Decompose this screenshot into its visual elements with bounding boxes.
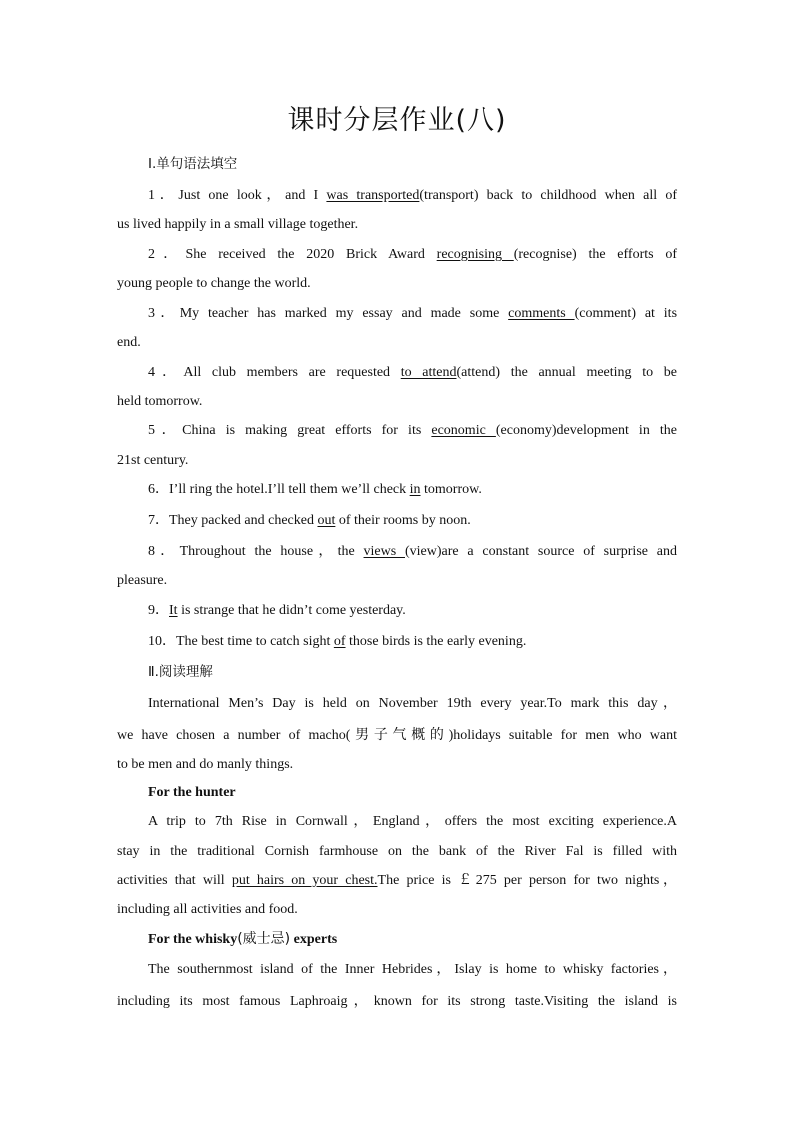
question-5-cont: 21st century. xyxy=(117,453,189,468)
text-run: 2． xyxy=(148,247,186,262)
text-run: 8． xyxy=(148,544,180,559)
answer-3: comments xyxy=(508,306,575,321)
answer-5: economic xyxy=(431,423,496,438)
answer-7: out xyxy=(317,513,336,528)
text-run: The price is ￡275 per person for two nights， xyxy=(377,873,678,888)
text-run: For the whisky xyxy=(148,932,238,947)
whisky-line-1: The southernmost island of the Inner Hebrides，Islay is home to whisky factories， xyxy=(148,962,677,977)
text-run: 3． xyxy=(148,306,180,321)
text-run: I’ll ring the hotel.I’ll tell them we’ll check xyxy=(169,482,410,497)
text-run: 4． xyxy=(148,365,184,380)
text-run: (comment) at its xyxy=(574,306,678,321)
text-run: Just one look，and I xyxy=(178,188,327,203)
answer-1: was transported xyxy=(326,188,420,203)
answer-6: in xyxy=(409,482,421,497)
text-run: activities that will xyxy=(117,873,232,888)
subheading-whisky xyxy=(148,930,677,949)
question-9 xyxy=(148,602,677,620)
text-run: those birds is the early evening. xyxy=(345,634,527,649)
text-run: China is making great efforts for its xyxy=(182,423,432,438)
hunter-line-4: including all activities and food. xyxy=(117,902,298,917)
text-run: The best time to catch sight xyxy=(176,634,334,649)
section-heading-reading: Ⅱ.阅读理解 xyxy=(148,664,213,680)
question-8 xyxy=(148,543,677,561)
reading-intro-line-3: to be men and do manly things. xyxy=(117,757,294,772)
text-run: (transport) back to childhood when all of xyxy=(419,188,678,203)
question-3-cont: end. xyxy=(117,335,141,350)
text-run: 男子气概的 xyxy=(350,727,449,743)
text-run: They packed and checked xyxy=(169,513,318,528)
question-3 xyxy=(148,305,677,323)
question-4 xyxy=(148,364,677,382)
text-run: 1． xyxy=(148,188,179,203)
text-run: All club members are requested xyxy=(183,365,401,380)
text-run: Throughout the house，the xyxy=(179,544,364,559)
answer-2: recognising xyxy=(436,247,514,262)
page-title: 课时分层作业(八) xyxy=(287,105,507,136)
section-heading-grammar: Ⅰ.单句语法填空 xyxy=(148,156,238,172)
question-2-cont: young people to change the world. xyxy=(117,276,311,291)
question-4-cont: held tomorrow. xyxy=(117,394,203,409)
text-run: tomorrow. xyxy=(420,482,482,497)
hunter-line-2: stay in the traditional Cornish farmhouse on the bank of the River Fal is filled with xyxy=(117,844,677,859)
text-run: 7． xyxy=(148,513,169,528)
text-run: )holidays suitable for men who want xyxy=(448,728,678,743)
text-run: (attend) the annual meeting to be xyxy=(456,365,677,380)
text-run: experts xyxy=(290,932,338,947)
text-run: My teacher has marked my essay and made some xyxy=(179,306,509,321)
question-2 xyxy=(148,246,677,264)
hunter-line-1: A trip to 7th Rise in Cornwall，England，offers the most exciting experience.A xyxy=(148,814,677,829)
text-run: 6． xyxy=(148,482,169,497)
answer-10: of xyxy=(333,634,346,649)
text-run: of their rooms by noon. xyxy=(335,513,471,528)
underlined-phrase: put hairs on your chest. xyxy=(231,873,378,888)
whisky-line-2: including its most famous Laphroaig，known for its strong taste.Visiting the island is xyxy=(117,994,677,1009)
text-run: She received the 2020 Brick Award xyxy=(185,247,437,262)
text-run: 9． xyxy=(148,603,169,618)
answer-4: to attend xyxy=(400,365,457,380)
question-1-cont: us lived happily in a small village together. xyxy=(117,217,359,232)
answer-9: It xyxy=(169,603,178,618)
question-6 xyxy=(148,481,677,499)
subheading-hunter: For the hunter xyxy=(148,785,236,800)
reading-intro-line-2 xyxy=(117,726,677,745)
question-8-cont: pleasure. xyxy=(117,573,168,588)
text-run: (view)are a constant source of surprise and xyxy=(405,544,677,559)
answer-8: views xyxy=(363,544,405,559)
text-run: is strange that he didn’t come yesterday. xyxy=(177,603,406,618)
question-10 xyxy=(148,633,677,651)
question-7 xyxy=(148,512,677,530)
question-1 xyxy=(148,187,677,205)
question-5 xyxy=(148,422,677,440)
text-run: (recognise) the efforts of xyxy=(513,247,677,262)
text-run: 10． xyxy=(148,634,176,649)
text-run: (威士忌) xyxy=(237,931,291,947)
hunter-line-3 xyxy=(117,872,677,890)
text-run: we have chosen a number of macho( xyxy=(117,728,351,743)
text-run: 5． xyxy=(148,423,183,438)
text-run: (economy)development in the xyxy=(495,423,678,438)
reading-intro-line-1: International Men’s Day is held on November 19th every year.To mark this day， xyxy=(148,696,677,711)
